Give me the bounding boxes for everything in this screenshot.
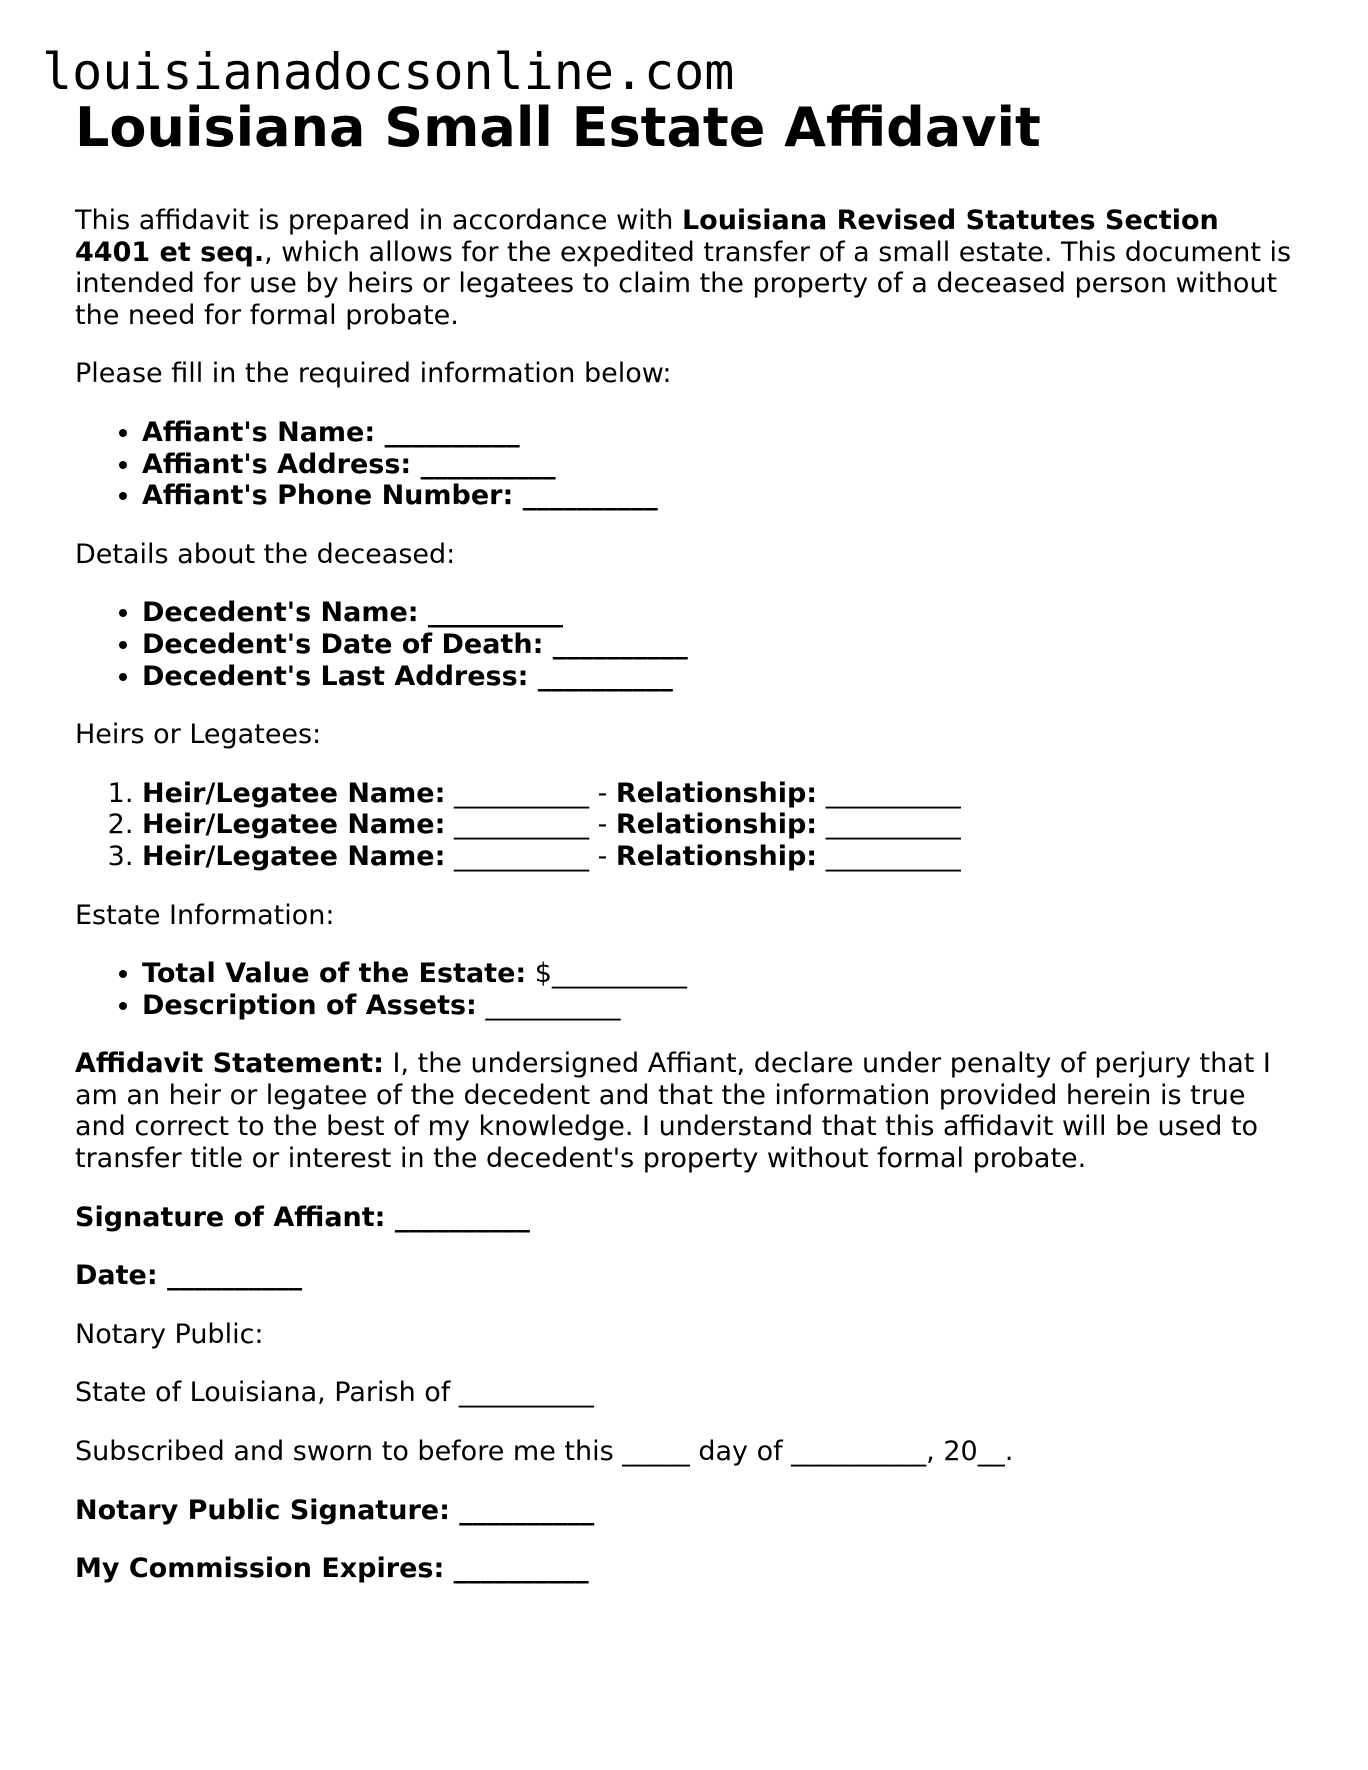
commission-expires-line: My Commission Expires: __________ — [75, 1553, 589, 1585]
blank-line: __________ — [384, 416, 520, 448]
list-item: • Decedent's Name: __________ — [142, 597, 1295, 629]
list-item: 2. Heir/Legatee Name: __________ - Relationship: __________ — [142, 809, 1295, 841]
affiant-fields-list — [75, 417, 1295, 512]
state-parish-line: State of Louisiana, Parish of __________ — [75, 1377, 594, 1409]
list-item: • Decedent's Last Address: __________ — [142, 661, 1295, 693]
blank-line: $__________ — [534, 958, 687, 990]
date-line: Date: __________ — [75, 1260, 303, 1292]
list-item: • Decedent's Date of Death: __________ — [142, 629, 1295, 661]
heirs-list — [75, 778, 1295, 873]
blank-line: __________ — [485, 989, 621, 1021]
list-item: • Affiant's Name: __________ — [142, 417, 1295, 449]
blank-line: __________ — [522, 480, 658, 512]
list-item: 3. Heir/Legatee Name: __________ - Relationship: __________ — [142, 841, 1295, 873]
document-body — [75, 92, 1295, 1612]
estate-heading: Estate Information: — [75, 899, 335, 931]
watermark-text: louisianadocsonline.com — [42, 43, 735, 101]
list-item: • Affiant's Address: __________ — [142, 449, 1295, 481]
blank-line: __________ — [537, 660, 673, 692]
statute-reference: Louisiana Revised Statutes Section 4401 et seq. — [75, 205, 1219, 268]
affidavit-statement: Affidavit Statement: I, the undersigned Affiant, declare under penalty of perjury that I am an heir or legatee of the decedent and that the information provided herein is true and correct to the best of my knowledge. I understand that this affidavit will be used to transfer title or interest in the decedent's property without formal probate. — [75, 1048, 1271, 1175]
list-item: • Description of Assets: __________ — [142, 990, 1295, 1022]
estate-fields-list — [75, 958, 1295, 1021]
list-item: 1. Heir/Legatee Name: __________ - Relationship: __________ — [142, 778, 1295, 810]
list-item: • Affiant's Phone Number: __________ — [142, 480, 1295, 512]
notary-heading: Notary Public: — [75, 1318, 264, 1350]
blank-line: __________ — [420, 448, 556, 480]
heirs-heading: Heirs or Legatees: — [75, 719, 322, 751]
fill-prompt: Please fill in the required information below: — [75, 358, 672, 390]
notary-signature-line: Notary Public Signature: __________ — [75, 1494, 595, 1526]
decedent-fields-list — [75, 597, 1295, 692]
deceased-heading: Details about the deceased: — [75, 538, 456, 570]
sworn-line: Subscribed and sworn to before me this _____ day of __________, 20__. — [75, 1436, 1014, 1468]
signature-line: Signature of Affiant: __________ — [75, 1201, 530, 1233]
intro-paragraph: This affidavit is prepared in accordance with Louisiana Revised Statutes Section 4401 et seq., which allows for the expedited transfer of a small estate. This document is intended for use by heirs or legatees to claim the property of a deceased person without the need for formal probate. — [75, 205, 1292, 331]
document-title: Louisiana Small Estate Affidavit — [75, 96, 1041, 159]
list-item: • Total Value of the Estate: $__________ — [142, 958, 1295, 990]
blank-line: __________ — [552, 628, 688, 660]
blank-line: __________ — [428, 597, 564, 629]
